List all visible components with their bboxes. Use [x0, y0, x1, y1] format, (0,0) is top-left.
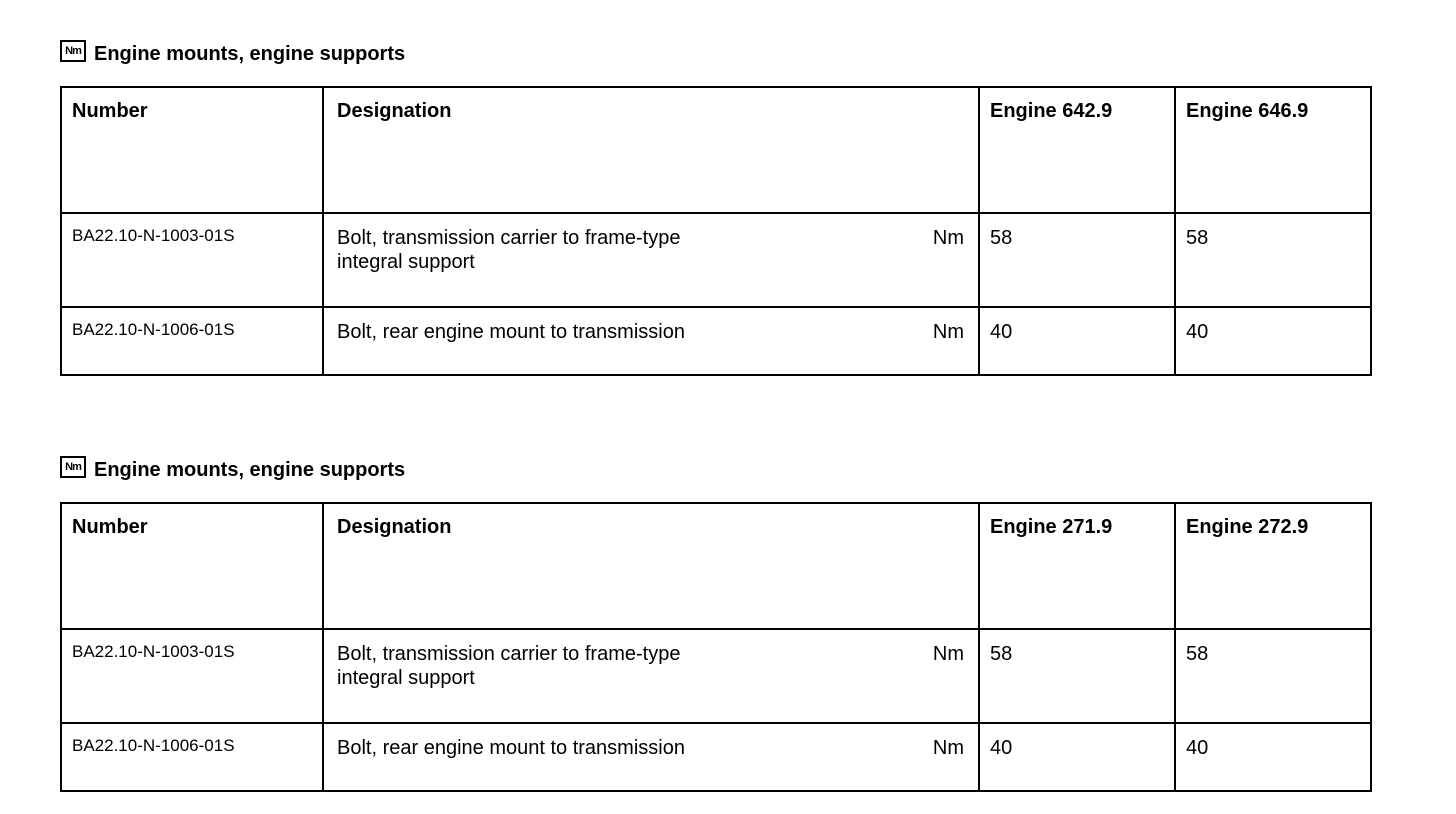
value-engine-a: 40: [979, 307, 1175, 375]
torque-table: [60, 502, 1372, 792]
unit-label: Nm: [932, 321, 964, 343]
value-engine-b: 58: [1175, 213, 1371, 307]
header-designation: Designation: [323, 503, 979, 629]
header-engine-a: Engine 642.9: [979, 87, 1175, 213]
table-row: [61, 629, 1371, 723]
section-title-text: Engine mounts, engine supports: [94, 42, 406, 65]
value-engine-a: 58: [979, 629, 1175, 723]
unit-label: Nm: [932, 643, 964, 665]
torque-nm-icon: Nm: [60, 456, 86, 478]
section-title: [60, 40, 405, 68]
table-header-row: [61, 503, 1371, 629]
value-engine-b: 40: [1175, 723, 1371, 791]
designation-cell: [323, 723, 979, 791]
torque-nm-icon: Nm: [60, 40, 86, 62]
table-row: [61, 307, 1371, 375]
designation-text: Bolt, transmission carrier to frame-type integral support: [337, 643, 681, 689]
table-header-row: [61, 87, 1371, 213]
designation-cell: [323, 307, 979, 375]
value-engine-a: 58: [979, 213, 1175, 307]
part-number-cell: BA22.10-N-1006-01S: [61, 723, 323, 791]
part-number-cell: BA22.10-N-1003-01S: [61, 629, 323, 723]
header-engine-b: Engine 272.9: [1175, 503, 1371, 629]
part-number-cell: BA22.10-N-1006-01S: [61, 307, 323, 375]
header-engine-b: Engine 646.9: [1175, 87, 1371, 213]
value-engine-a: 40: [979, 723, 1175, 791]
table-row: [61, 213, 1371, 307]
section-title-text: Engine mounts, engine supports: [94, 458, 406, 481]
value-engine-b: 58: [1175, 629, 1371, 723]
header-number: Number: [61, 503, 323, 629]
designation-text: Bolt, rear engine mount to transmission: [337, 737, 685, 759]
unit-label: Nm: [932, 737, 964, 759]
value-engine-b: 40: [1175, 307, 1371, 375]
table-row: [61, 723, 1371, 791]
designation-text: Bolt, rear engine mount to transmission: [337, 321, 685, 343]
designation-text: Bolt, transmission carrier to frame-type integral support: [337, 227, 681, 273]
designation-cell: [323, 213, 979, 307]
designation-cell: [323, 629, 979, 723]
header-engine-a: Engine 271.9: [979, 503, 1175, 629]
unit-label: Nm: [932, 227, 964, 249]
section-title: [60, 456, 405, 484]
torque-table: [60, 86, 1372, 376]
header-designation: Designation: [323, 87, 979, 213]
header-number: Number: [61, 87, 323, 213]
part-number-cell: BA22.10-N-1003-01S: [61, 213, 323, 307]
